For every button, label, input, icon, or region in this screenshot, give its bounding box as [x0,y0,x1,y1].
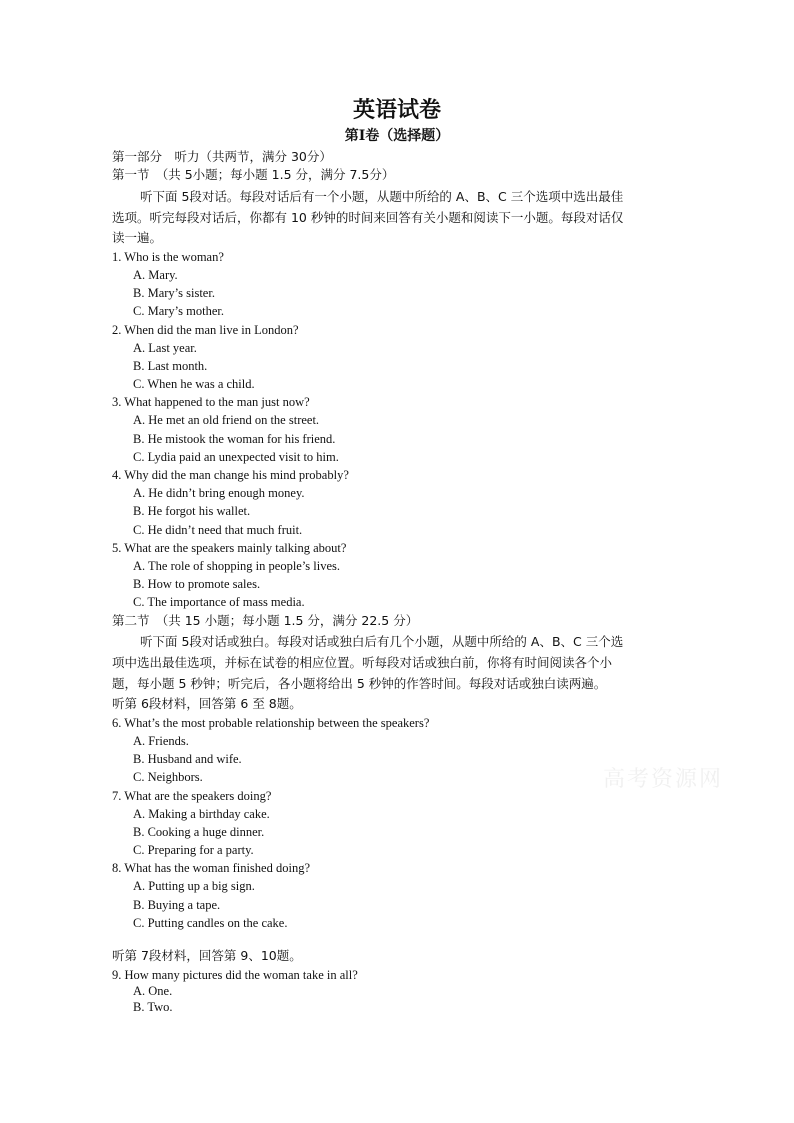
option: A. Mary. [133,268,178,282]
option: C. Lydia paid an unexpected visit to him. [133,450,339,464]
option: C. Putting candles on the cake. [133,916,288,930]
question: 6. What’s the most probable relationship between the speakers? [112,716,430,730]
option: B. Cooking a huge dinner. [133,825,265,839]
question: 3. What happened to the man just now? [112,395,310,409]
question: 8. What has the woman finished doing? [112,861,310,875]
option: B. Two. [133,1000,173,1014]
option: C. Preparing for a party. [133,843,254,857]
material-heading: 听第 6段材料，回答第 6 至 8题。 [112,696,302,711]
option: A. Putting up a big sign. [133,879,255,893]
option: B. He forgot his wallet. [133,504,251,518]
question: 1. Who is the woman? [112,250,224,264]
question: 9. How many pictures did the woman take in all? [112,968,358,982]
question: 5. What are the speakers mainly talking about? [112,541,347,555]
option: A. One. [133,984,173,998]
section1-heading: 第一节 （共 5小题；每小题 1.5 分，满分 7.5分） [112,167,395,182]
option: B. Mary’s sister. [133,286,215,300]
option: C. He didn’t need that much fruit. [133,523,303,537]
question: 7. What are the speakers doing? [112,789,272,803]
option: A. Last year. [133,341,197,355]
option: C. When he was a child. [133,377,255,391]
page-title: 英语试卷 [352,97,441,123]
section2-instruction-line: 题，每小题 5 秒钟；听完后，各小题将给出 5 秒钟的作答时间。每段对话或独白读两遍。 [112,676,607,691]
material-heading: 听第 7段材料，回答第 9、10题。 [112,948,302,963]
option: A. He met an old friend on the street. [133,413,320,427]
option: A. Friends. [133,734,189,748]
option: A. The role of shopping in people’s lives. [133,559,341,573]
option: C. Neighbors. [133,770,203,784]
option: B. Buying a tape. [133,898,221,912]
section2-instruction-line: 听下面 5段对话或独白。每段对话或独白后有几个小题，从题中所给的 A、B、C 三个选 [140,634,624,649]
section1-instruction-line: 读一遍。 [112,230,163,245]
question: 4. Why did the man change his mind probably? [112,468,349,482]
section1-instruction-line: 选项。听完每段对话后，你都有 10 秒钟的时间来回答有关小题和阅读下一小题。每段对话仅 [112,210,624,225]
option: B. Last month. [133,359,208,373]
option: C. The importance of mass media. [133,595,305,609]
page-subtitle: 第I卷（选择题） [344,128,450,144]
section2-heading: 第二节 （共 15 小题；每小题 1.5 分，满分 22.5 分） [112,613,419,628]
option: B. How to promote sales. [133,577,261,591]
question: 2. When did the man live in London? [112,323,299,337]
part1-heading: 第一部分 听力（共两节，满分 30分） [112,149,332,164]
section1-instruction-line: 听下面 5段对话。每段对话后有一个小题，从题中所给的 A、B、C 三个选项中选出最佳 [140,189,624,204]
option: B. Husband and wife. [133,752,242,766]
option: C. Mary’s mother. [133,304,224,318]
option: B. He mistook the woman for his friend. [133,432,336,446]
section2-instruction-line: 项中选出最佳选项，并标在试卷的相应位置。听每段对话或独白前，你将有时间阅读各个小 [112,655,613,670]
option: A. Making a birthday cake. [133,807,270,821]
option: A. He didn’t bring enough money. [133,486,305,500]
watermark-text: 高考资源网 [603,767,724,792]
